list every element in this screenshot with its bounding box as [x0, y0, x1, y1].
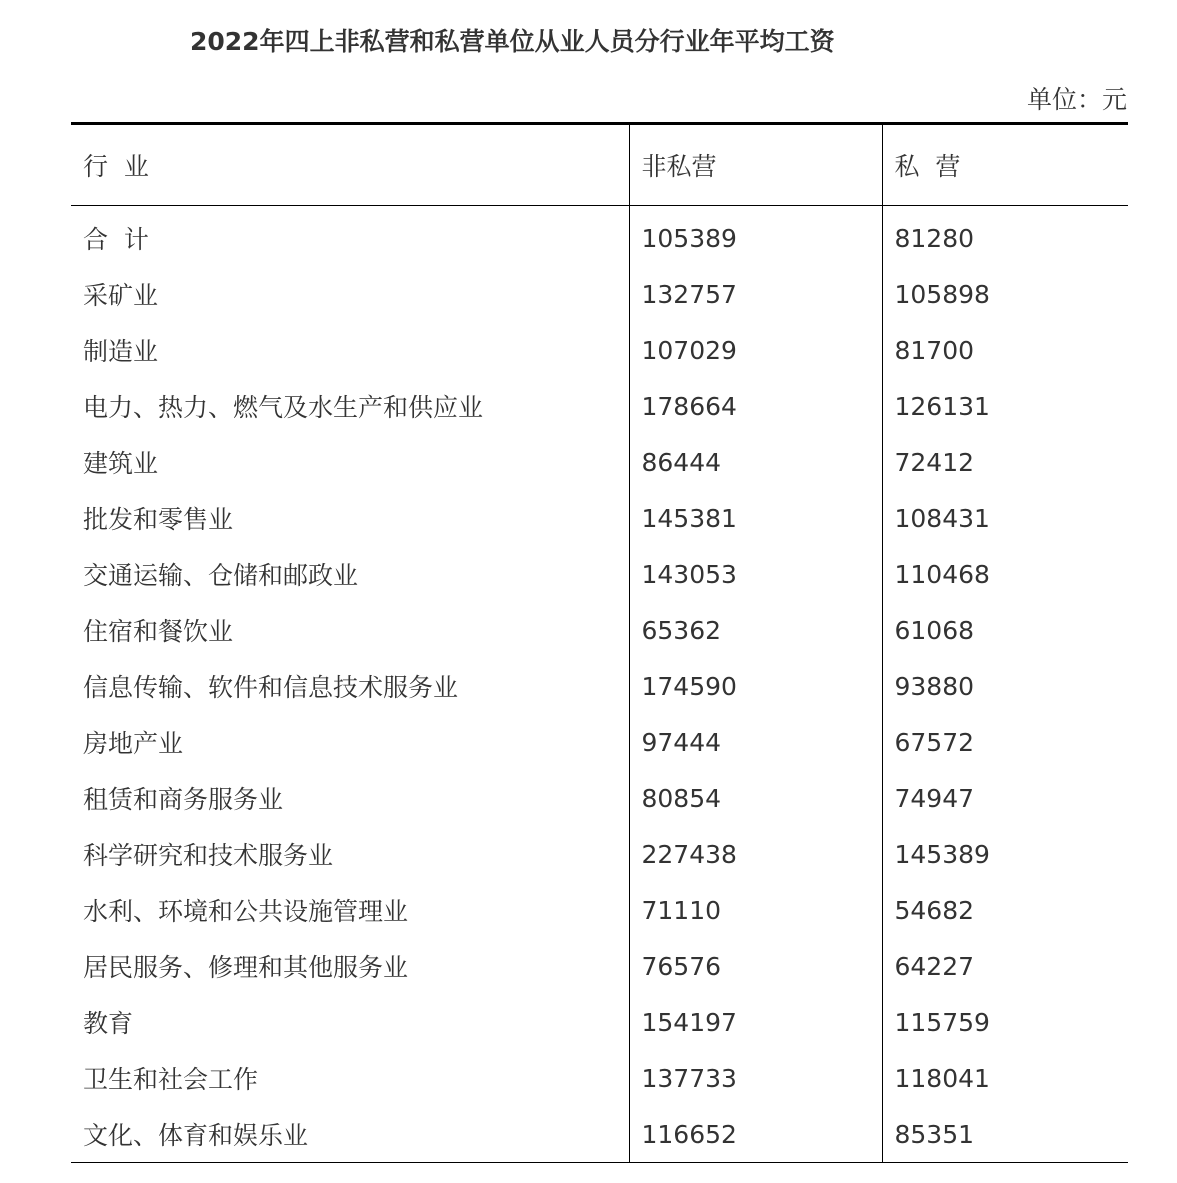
table-row — [71, 1106, 1128, 1163]
table-row — [71, 378, 1128, 434]
table-row — [71, 882, 1128, 938]
header-non-private: 非私营 — [629, 124, 882, 206]
private-wage-cell: 74947 — [882, 770, 1128, 826]
non-private-wage-cell: 178664 — [629, 378, 882, 434]
table-row — [71, 490, 1128, 546]
non-private-wage-cell: 174590 — [629, 658, 882, 714]
table-row — [71, 206, 1128, 267]
unit-label: 单位：元 — [1026, 85, 1127, 114]
industry-cell: 电力、热力、燃气及水生产和供应业 — [83, 393, 484, 422]
table-body — [71, 206, 1128, 1163]
private-wage-cell: 145389 — [882, 826, 1128, 882]
table-row — [71, 1050, 1128, 1106]
non-private-wage-cell: 145381 — [629, 490, 882, 546]
industry-cell: 卫生和社会工作 — [83, 1065, 259, 1094]
private-wage-cell: 105898 — [882, 266, 1128, 322]
table-row — [71, 994, 1128, 1050]
private-wage-cell: 67572 — [882, 714, 1128, 770]
private-wage-cell: 64227 — [882, 938, 1128, 994]
private-wage-cell: 126131 — [882, 378, 1128, 434]
private-wage-cell: 81700 — [882, 322, 1128, 378]
table-row — [71, 322, 1128, 378]
industry-cell: 房地产业 — [83, 729, 184, 758]
non-private-wage-cell: 137733 — [629, 1050, 882, 1106]
industry-cell: 科学研究和技术服务业 — [83, 841, 334, 870]
industry-cell: 批发和零售业 — [83, 505, 234, 534]
non-private-wage-cell: 86444 — [629, 434, 882, 490]
industry-cell: 住宿和餐饮业 — [83, 617, 234, 646]
non-private-wage-cell: 116652 — [629, 1106, 882, 1163]
non-private-wage-cell: 227438 — [629, 826, 882, 882]
table-row — [71, 714, 1128, 770]
header-private: 私 营 — [882, 124, 1128, 206]
table-row — [71, 658, 1128, 714]
table-row — [71, 434, 1128, 490]
non-private-wage-cell: 105389 — [629, 206, 882, 267]
private-wage-cell: 93880 — [882, 658, 1128, 714]
non-private-wage-cell: 107029 — [629, 322, 882, 378]
private-wage-cell: 85351 — [882, 1106, 1128, 1163]
industry-cell: 教育 — [83, 1009, 134, 1038]
private-wage-cell: 108431 — [882, 490, 1128, 546]
private-wage-cell: 81280 — [882, 206, 1128, 267]
non-private-wage-cell: 143053 — [629, 546, 882, 602]
table-row — [71, 938, 1128, 994]
table-row — [71, 266, 1128, 322]
table-row — [71, 770, 1128, 826]
table-row — [71, 826, 1128, 882]
non-private-wage-cell: 65362 — [629, 602, 882, 658]
industry-cell: 合 计 — [83, 225, 149, 254]
private-wage-cell: 115759 — [882, 994, 1128, 1050]
industry-cell: 建筑业 — [83, 449, 159, 478]
table-row — [71, 546, 1128, 602]
non-private-wage-cell: 71110 — [629, 882, 882, 938]
private-wage-cell: 110468 — [882, 546, 1128, 602]
industry-cell: 采矿业 — [83, 281, 159, 310]
table-header-row — [71, 124, 1128, 206]
header-industry: 行 业 — [83, 152, 149, 181]
private-wage-cell: 61068 — [882, 602, 1128, 658]
non-private-wage-cell: 132757 — [629, 266, 882, 322]
private-wage-cell: 54682 — [882, 882, 1128, 938]
page-title: 2022年四上非私营和私营单位从业人员分行业年平均工资 — [190, 27, 835, 56]
non-private-wage-cell: 97444 — [629, 714, 882, 770]
industry-cell: 租赁和商务服务业 — [83, 785, 284, 814]
industry-cell: 制造业 — [83, 337, 159, 366]
non-private-wage-cell: 154197 — [629, 994, 882, 1050]
industry-cell: 交通运输、仓储和邮政业 — [83, 561, 359, 590]
non-private-wage-cell: 76576 — [629, 938, 882, 994]
private-wage-cell: 118041 — [882, 1050, 1128, 1106]
table-row — [71, 602, 1128, 658]
private-wage-cell: 72412 — [882, 434, 1128, 490]
industry-cell: 文化、体育和娱乐业 — [83, 1121, 309, 1150]
non-private-wage-cell: 80854 — [629, 770, 882, 826]
industry-cell: 水利、环境和公共设施管理业 — [83, 897, 409, 926]
industry-cell: 信息传输、软件和信息技术服务业 — [83, 673, 459, 702]
industry-cell: 居民服务、修理和其他服务业 — [83, 953, 409, 982]
wage-table — [71, 122, 1128, 1163]
